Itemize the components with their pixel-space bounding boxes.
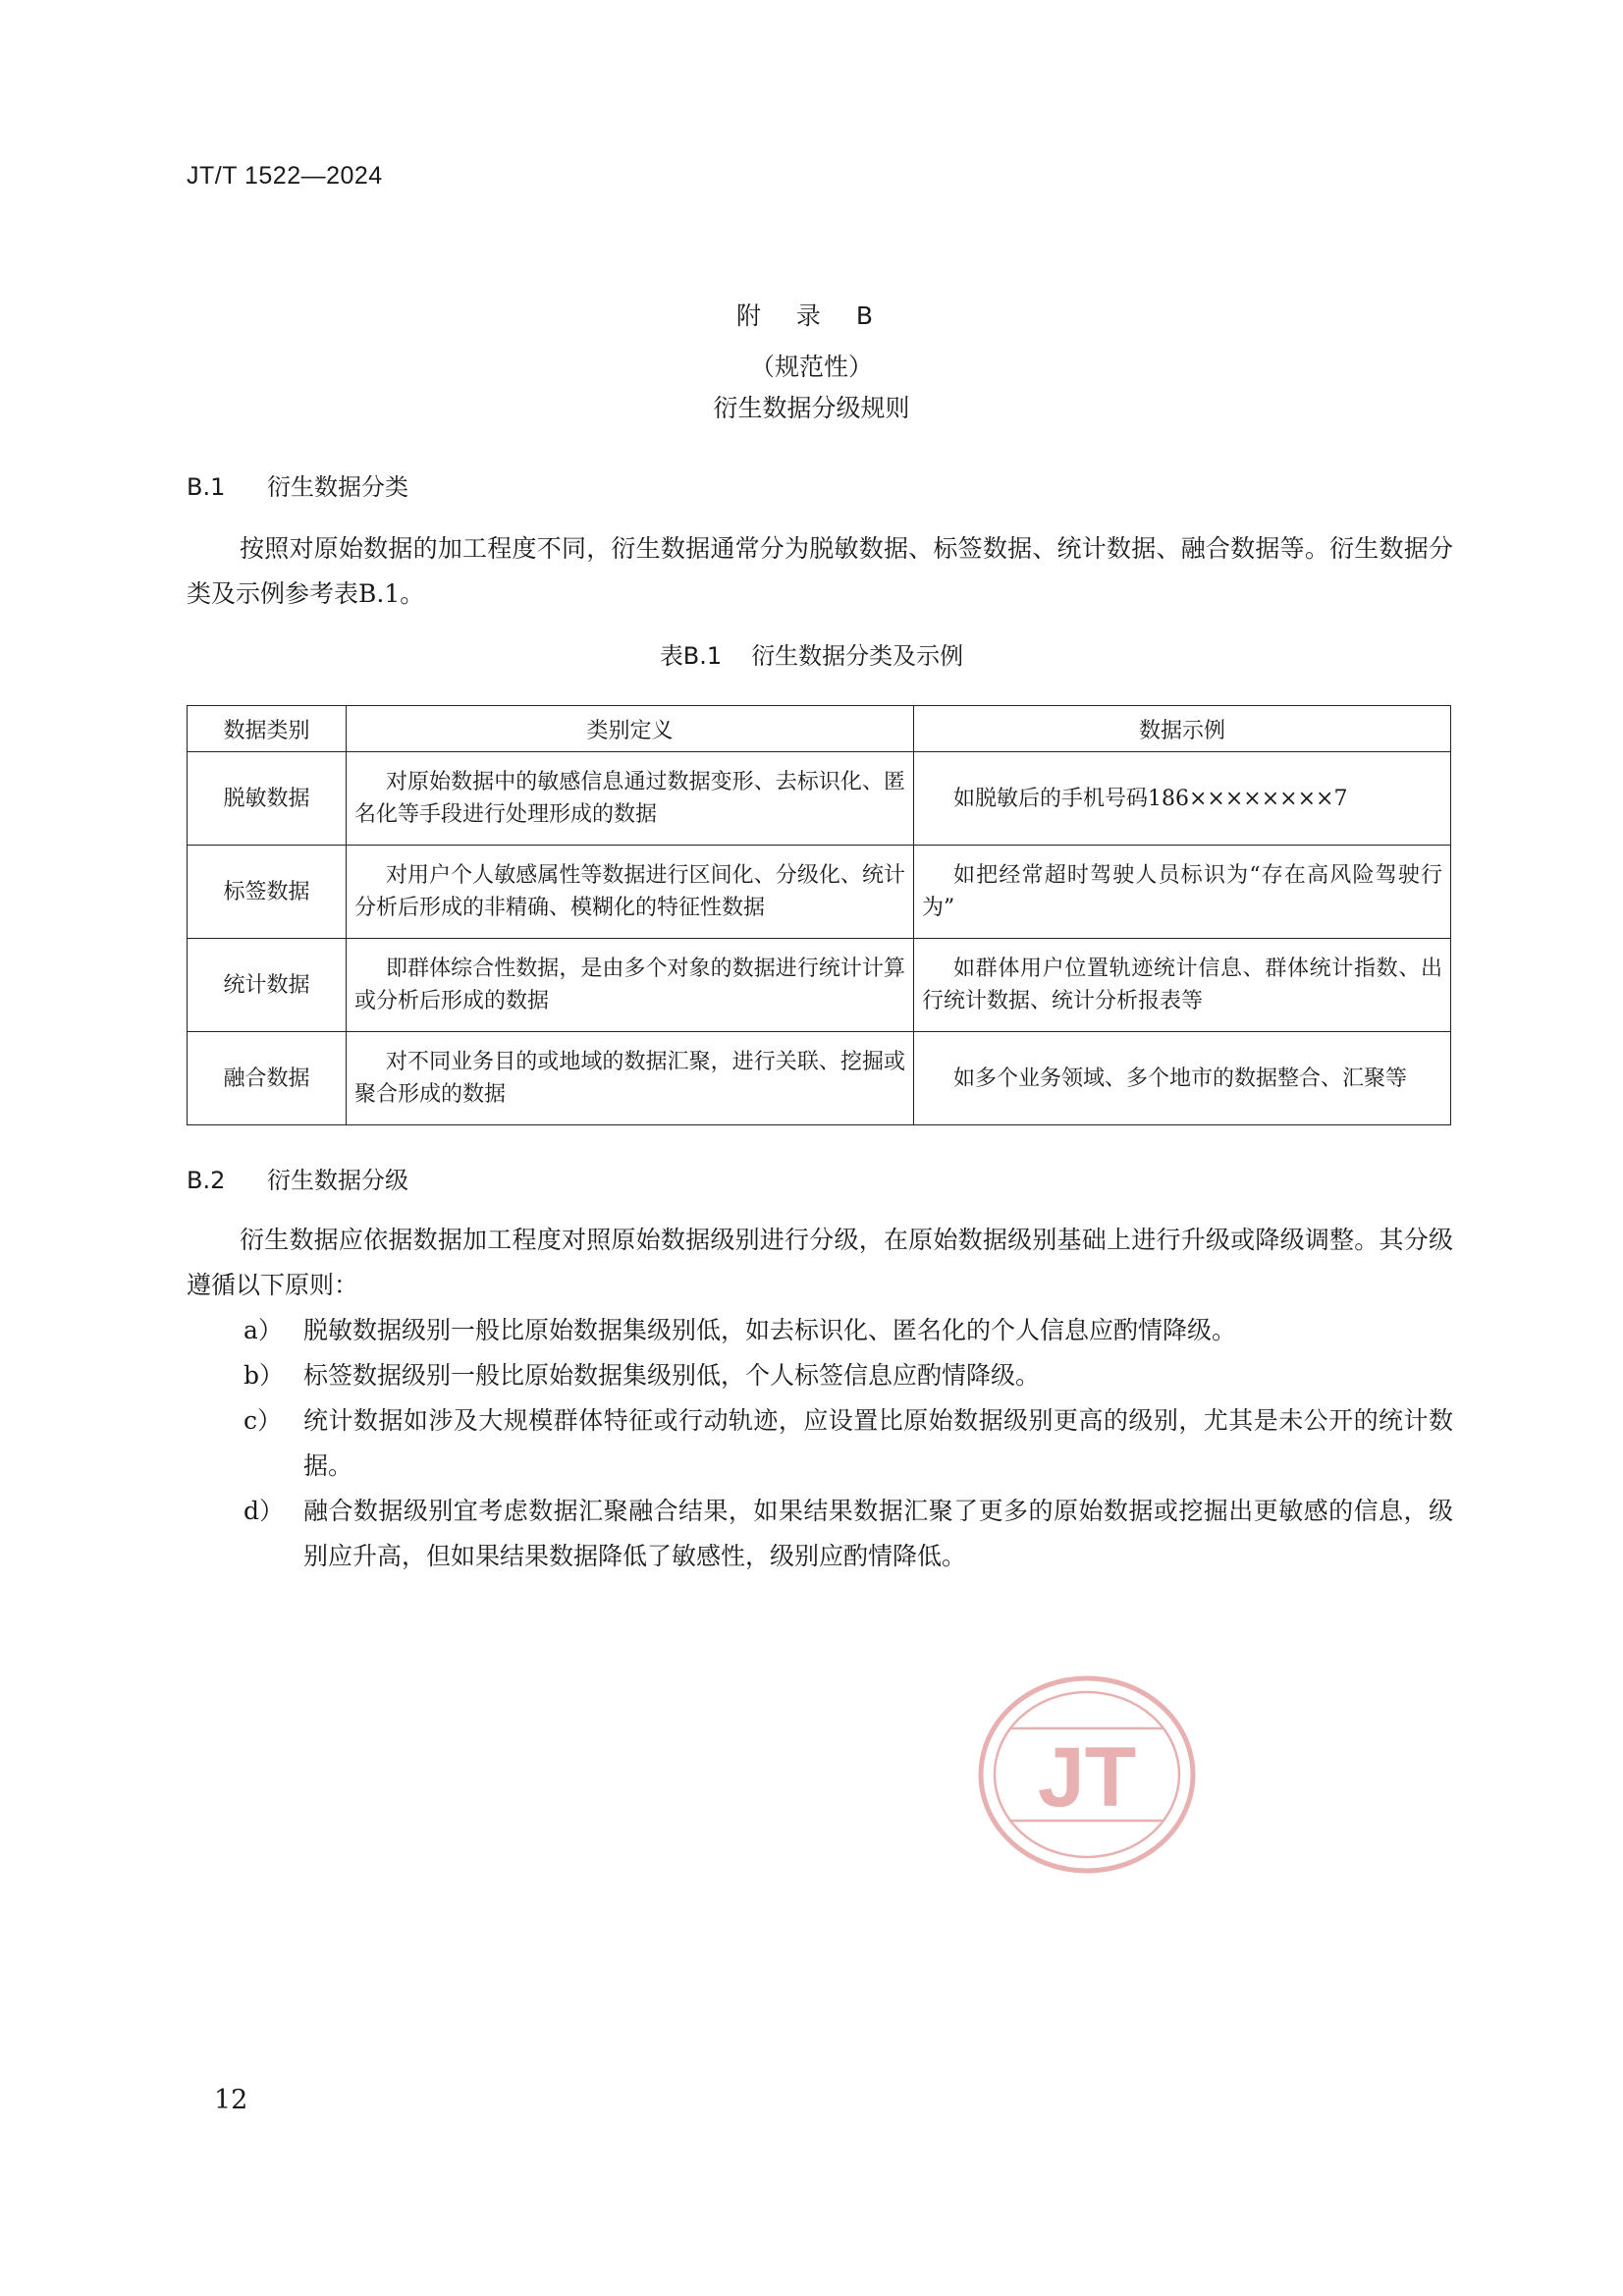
jt-watermark-stamp (974, 1671, 1200, 1878)
appendix-name: 衍生数据分级规则 (713, 394, 910, 422)
standard-code: JT/T 1522—2024 (187, 162, 383, 190)
category-cell: 统计数据 (188, 939, 347, 1032)
table-header-cell: 类别定义 (347, 706, 914, 752)
definition-cell: 对不同业务目的或地域的数据汇聚，进行关联、挖掘或聚合形成的数据 (347, 1032, 914, 1125)
appendix-type: （规范性） (749, 353, 873, 381)
list-marker: d） (243, 1497, 285, 1525)
list-item-text: 统计数据如涉及大规模群体特征或行动轨迹，应设置比原始数据级别更高的级别，尤其是未公开的统计数据。 (303, 1406, 1453, 1480)
list-item (187, 1489, 1453, 1579)
example-cell: 如脱敏后的手机号码186××××××××7 (914, 752, 1451, 846)
list-item-text: 标签数据级别一般比原始数据集级别低，个人标签信息应酌情降级。 (303, 1361, 1041, 1390)
category-cell: 脱敏数据 (188, 752, 347, 846)
section-b1-paragraph: 按照对原始数据的加工程度不同，衍生数据通常分为脱敏数据、标签数据、统计数据、融合数据等。衍生数据分类及示例参考表B.1。 (187, 534, 1453, 608)
table-caption (0, 636, 1623, 671)
list-item-text: 脱敏数据级别一般比原始数据集级别低，如去标识化、匿名化的个人信息应酌情降级。 (303, 1316, 1237, 1344)
example-cell: 如多个业务领域、多个地市的数据整合、汇聚等 (914, 1032, 1451, 1125)
section-number: B.2 (187, 1167, 226, 1194)
table-header-cell: 数据示例 (914, 706, 1451, 752)
table-row (188, 1032, 1451, 1125)
list-marker: b） (243, 1361, 285, 1390)
table-header-cell: 数据类别 (188, 706, 347, 752)
list-item (187, 1353, 1453, 1398)
table-row (188, 939, 1451, 1032)
grading-rules-list (187, 1308, 1453, 1579)
table-row (188, 846, 1451, 939)
table-caption-number: 表B.1 (659, 642, 723, 670)
list-item (187, 1308, 1453, 1353)
example-cell: 如把经常超时驾驶人员标识为“存在高风险驾驶行为” (914, 846, 1451, 939)
section-b1-heading (187, 467, 408, 502)
list-marker: c） (243, 1406, 283, 1435)
list-item-text: 融合数据级别宜考虑数据汇聚融合结果，如果结果数据汇聚了更多的原始数据或挖掘出更敏感的信息，级别应升高，但如果结果数据降低了敏感性，级别应酌情降低。 (303, 1497, 1453, 1570)
category-cell: 融合数据 (188, 1032, 347, 1125)
stamp-text: JT (1037, 1730, 1137, 1825)
table-row (188, 752, 1451, 846)
section-number: B.1 (187, 473, 226, 501)
table-header-row (188, 706, 1451, 752)
section-title: 衍生数据分类 (267, 473, 408, 501)
category-cell: 标签数据 (188, 846, 347, 939)
derived-data-table (187, 705, 1451, 1125)
definition-cell: 即群体综合性数据，是由多个对象的数据进行统计计算或分析后形成的数据 (347, 939, 914, 1032)
definition-cell: 对原始数据中的敏感信息通过数据变形、去标识化、匿名化等手段进行处理形成的数据 (347, 752, 914, 846)
example-cell: 如群体用户位置轨迹统计信息、群体统计指数、出行统计数据、统计分析报表等 (914, 939, 1451, 1032)
appendix-title: 附 录 B (735, 301, 888, 330)
page-number: 12 (214, 2085, 248, 2115)
table-caption-title: 衍生数据分类及示例 (751, 642, 964, 670)
list-marker: a） (243, 1316, 283, 1344)
list-item (187, 1398, 1453, 1489)
section-b2-heading (187, 1161, 408, 1195)
section-b2-paragraph: 衍生数据应依据数据加工程度对照原始数据级别进行分级，在原始数据级别基础上进行升级或降级调整。其分级遵循以下原则： (187, 1226, 1453, 1299)
definition-cell: 对用户个人敏感属性等数据进行区间化、分级化、统计分析后形成的非精确、模糊化的特征性数据 (347, 846, 914, 939)
section-title: 衍生数据分级 (267, 1167, 408, 1194)
